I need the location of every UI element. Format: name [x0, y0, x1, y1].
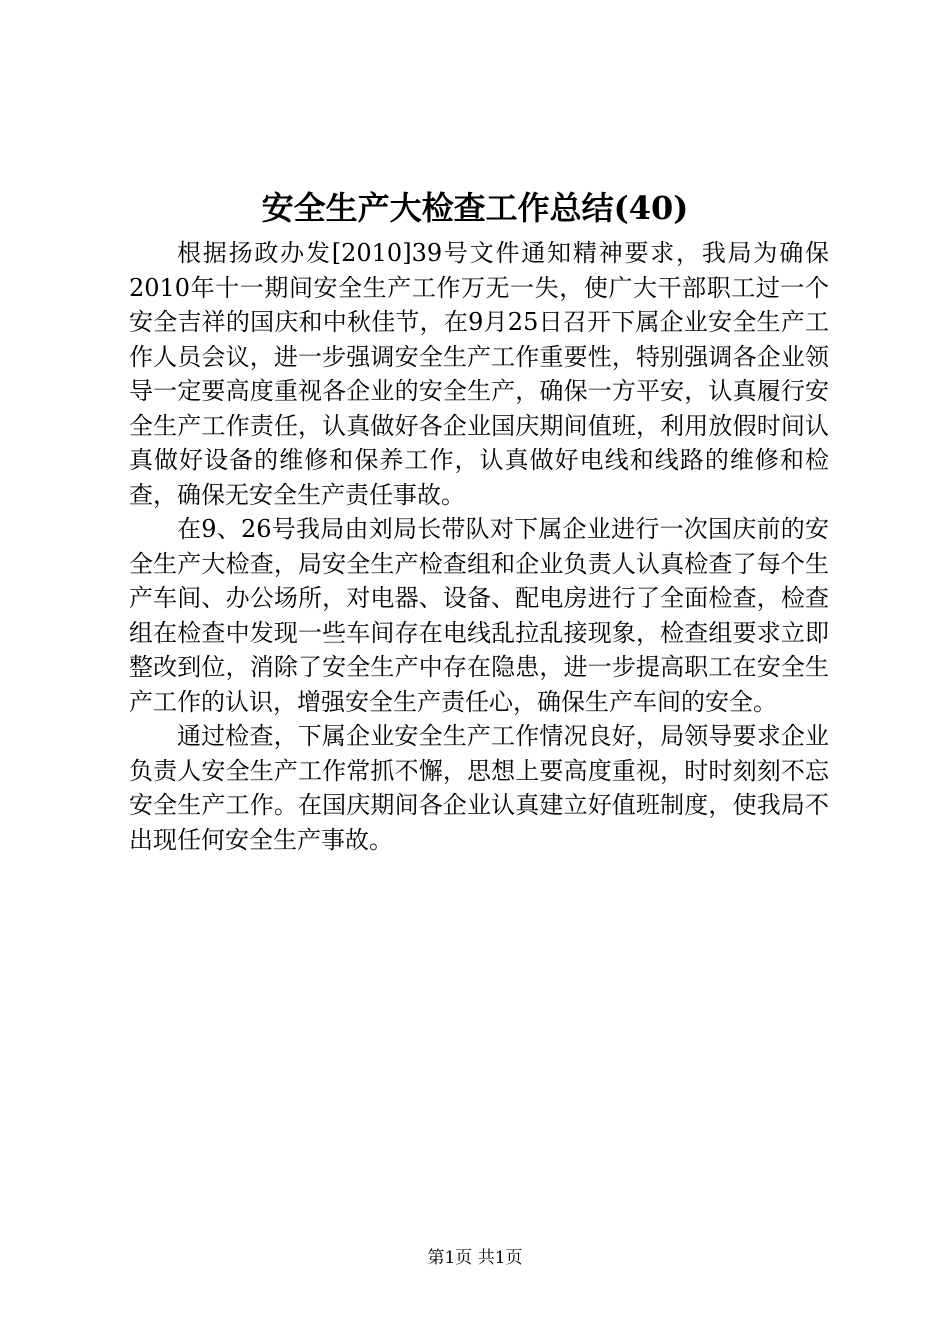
paragraph-1: 根据扬政办发[2010]39号文件通知精神要求，我局为确保2010年十一期间安全生产工作万无一失，使广大干部职工过一个安全吉祥的国庆和中秋佳节，在9月25日召开下属企业安全生产工作人员会议，进一步强调安全生产工作重要性，特别强调各企业领导一定要高度重视各企业的安全生产，确保一方平安，认真履行安全生产工作责任，认真做好各企业国庆期间值班，利用放假时间认真做好设备的维修和保养工作，认真做好电线和线路的维修和检查，确保无安全生产责任事故。	[129, 239, 829, 509]
document-body	[129, 236, 829, 857]
page-number-footer: 第1页 共1页	[427, 1248, 523, 1268]
paragraph-3: 通过检查，下属企业安全生产工作情况良好，局领导要求企业负责人安全生产工作常抓不懈，思想上要高度重视，时时刻刻不忘安全生产工作。在国庆期间各企业认真建立好值班制度，使我局不出现任何安全生产事故。	[129, 722, 829, 854]
paragraph-2: 在9、26号我局由刘局长带队对下属企业进行一次国庆前的安全生产大检查，局安全生产检查组和企业负责人认真检查了每个生产车间、办公场所，对电器、设备、配电房进行了全面检查，检查组在检查中发现一些车间存在电线乱拉乱接现象，检查组要求立即整改到位，消除了安全生产中存在隐患，进一步提高职工在安全生产工作的认识，增强安全生产责任心，确保生产车间的安全。	[129, 515, 829, 716]
page-title: 安全生产大检查工作总结(40)	[261, 189, 689, 227]
